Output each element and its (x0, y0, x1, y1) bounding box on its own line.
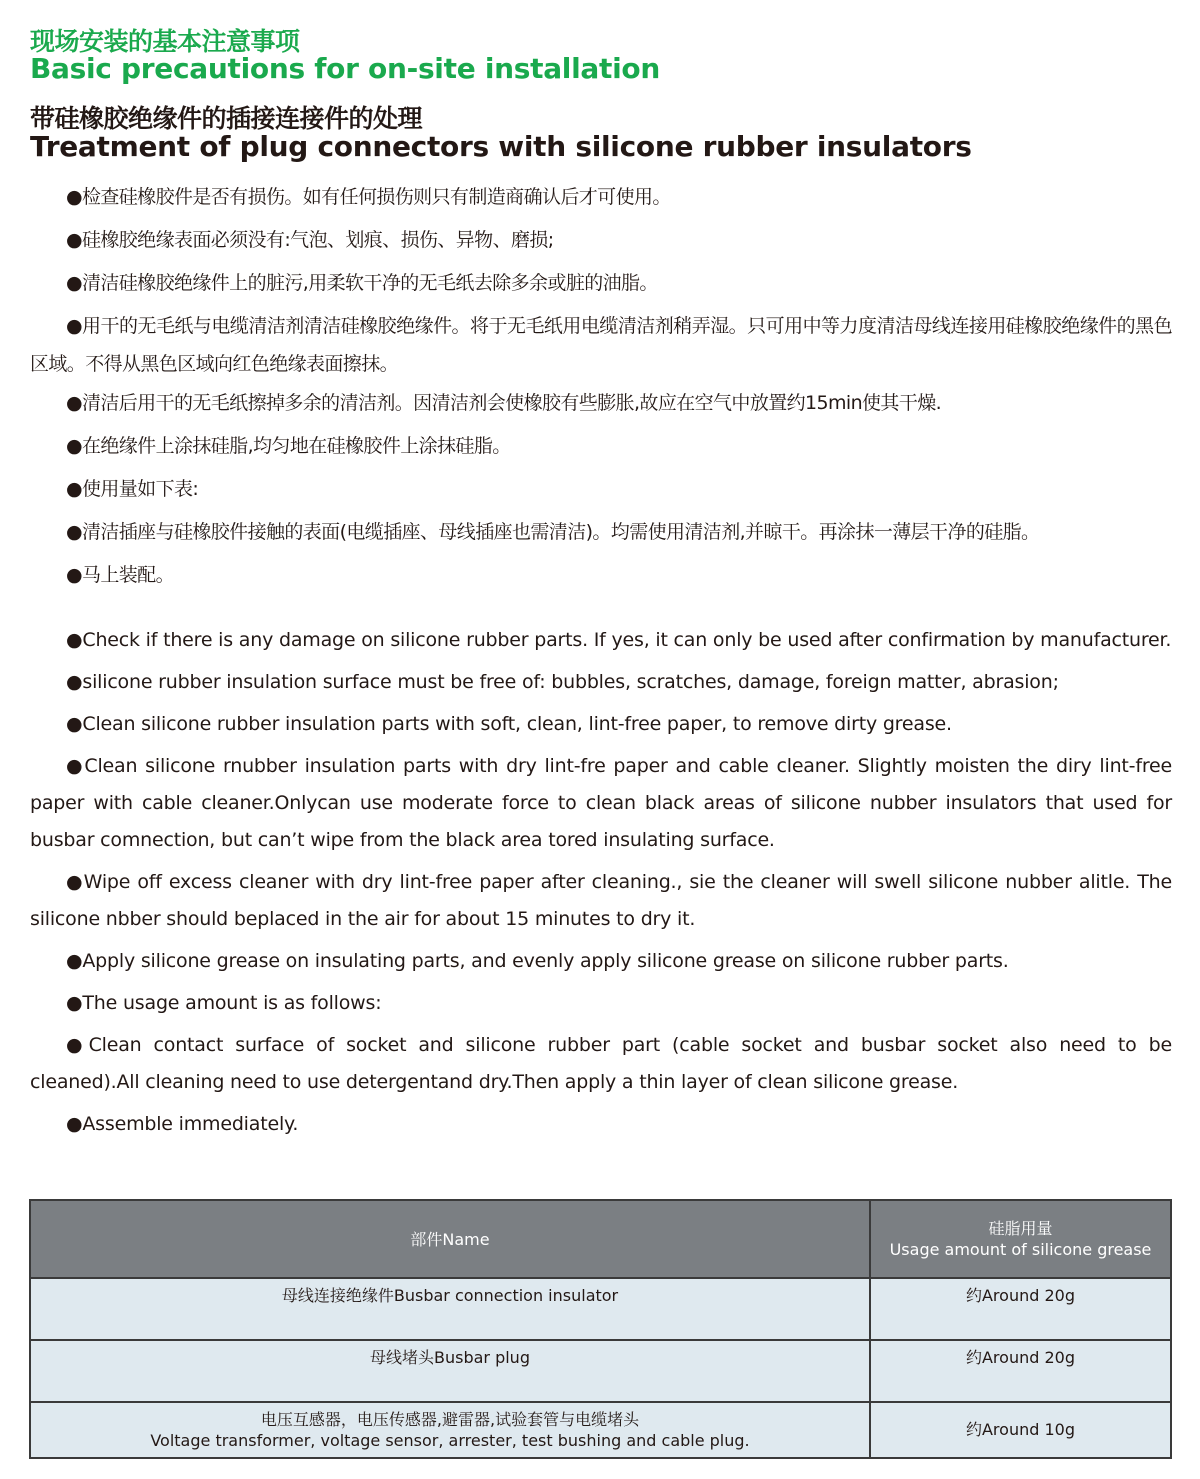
subsection-title-en: Treatment of plug connectors with silicone rubber insulators (30, 130, 972, 163)
list-item: ●Apply silicone grease on insulating parts, and evenly apply silicone grease on silicone rubber parts. (66, 950, 1009, 972)
list-item: ●马上装配。 (66, 564, 174, 586)
grease-usage-table (29, 1199, 1172, 1459)
list-item: ●Clean silicone rubber insulation parts with soft, clean, lint-free paper, to remove dirty grease. (66, 713, 952, 735)
list-item: ●检查硅橡胶件是否有损伤。如有任何损伤则只有制造商确认后才可使用。 (66, 186, 671, 208)
list-item: ●清洁后用干的无毛纸擦掉多余的清洁剂。因清洁剂会使橡胶有些膨胀,故应在空气中放置约15min使其干燥. (66, 392, 942, 414)
list-item: ●用干的无毛纸与电缆清洁剂清洁硅橡胶绝缘件。将于无毛纸用电缆清洁剂稍弄湿。只可用中等力度清洁母线连接用硅橡胶绝缘件的黑色区域。不得从黑色区域向红色绝缘表面擦抹。 (30, 315, 1172, 375)
amount-text: 约Around 20g (965, 1348, 1075, 1367)
amount-text: 约Around 10g (965, 1420, 1075, 1439)
name-text-cn: 电压互感器，电压传感器,避雷器,试验套管与电缆堵头 (260, 1409, 640, 1429)
cell-amount (870, 1402, 1171, 1458)
list-item: ●The usage amount is as follows: (66, 992, 382, 1014)
section-title-en: Basic precautions for on-site installation (30, 52, 660, 85)
list-item: ●Check if there is any damage on silicone rubber parts. If yes, it can only be used after confirmation by manufacturer. (66, 629, 1172, 651)
list-item: ●清洁硅橡胶绝缘件上的脏污,用柔软干净的无毛纸去除多余或脏的油脂。 (66, 272, 658, 294)
cell-name (30, 1340, 870, 1402)
name-text: 母线连接绝缘件Busbar connection insulator (281, 1286, 619, 1305)
list-item: ●在绝缘件上涂抹硅脂,均匀地在硅橡胶件上涂抹硅脂。 (66, 435, 511, 457)
chinese-instructions (30, 182, 1172, 603)
list-item: ●硅橡胶绝缘表面必须没有:气泡、划痕、损伤、异物、磨损; (66, 229, 554, 251)
cell-amount (870, 1278, 1171, 1340)
table-row (30, 1340, 1171, 1402)
name-text: 母线堵头Busbar plug (370, 1348, 530, 1367)
list-item: ●Clean contact surface of socket and silicone rubber part (cable socket and busbar socket also need to be cleaned).All cleaning need to use detergentand dry.Then apply a thin layer of clean silicone grease. (30, 1034, 1172, 1093)
list-item: ●使用量如下表: (66, 478, 199, 500)
amount-text: 约Around 20g (965, 1286, 1075, 1305)
english-instructions (30, 622, 1172, 1148)
cell-amount (870, 1340, 1171, 1402)
list-item: ●清洁插座与硅橡胶件接触的表面(电缆插座、母线插座也需清洁)。均需使用清洁剂,并晾干。再涂抹一薄层干净的硅脂。 (66, 521, 1040, 543)
section-title-cn: 现场安装的基本注意事项 (30, 27, 300, 56)
table-row (30, 1278, 1171, 1340)
list-item: ●Clean silicone rnubber insulation parts with dry lint-fre paper and cable cleaner. Slightly moisten the diry lint-free paper with cable cleaner.Onlycan use moderate force to clean black areas of silicone nubber insulators that used for busbar comnection, but can’t wipe from the black area tored insulating surface. (30, 755, 1172, 851)
list-item: ●Wipe off excess cleaner with dry lint-free paper after cleaning., sie the cleaner will swell silicone nubber alitle. The silicone nbber should beplaced in the air for about 15 minutes to dry it. (30, 871, 1172, 930)
cell-name (30, 1278, 870, 1340)
subsection-title-cn: 带硅橡胶绝缘件的插接连接件的处理 (30, 104, 423, 133)
header-amount-en: Usage amount of silicone grease (889, 1240, 1152, 1259)
list-item: ●Assemble immediately. (66, 1113, 299, 1135)
table-row (30, 1402, 1171, 1458)
header-amount-cn: 硅脂用量 (988, 1219, 1053, 1238)
header-amount (870, 1200, 1171, 1278)
name-text-en: Voltage transformer, voltage sensor, arrester, test bushing and cable plug. (150, 1430, 750, 1450)
table-header-row (30, 1200, 1171, 1278)
cell-name (30, 1402, 870, 1458)
list-item: ●silicone rubber insulation surface must be free of: bubbles, scratches, damage, foreign matter, abrasion; (66, 671, 1059, 693)
header-name: 部件Name (30, 1200, 870, 1278)
